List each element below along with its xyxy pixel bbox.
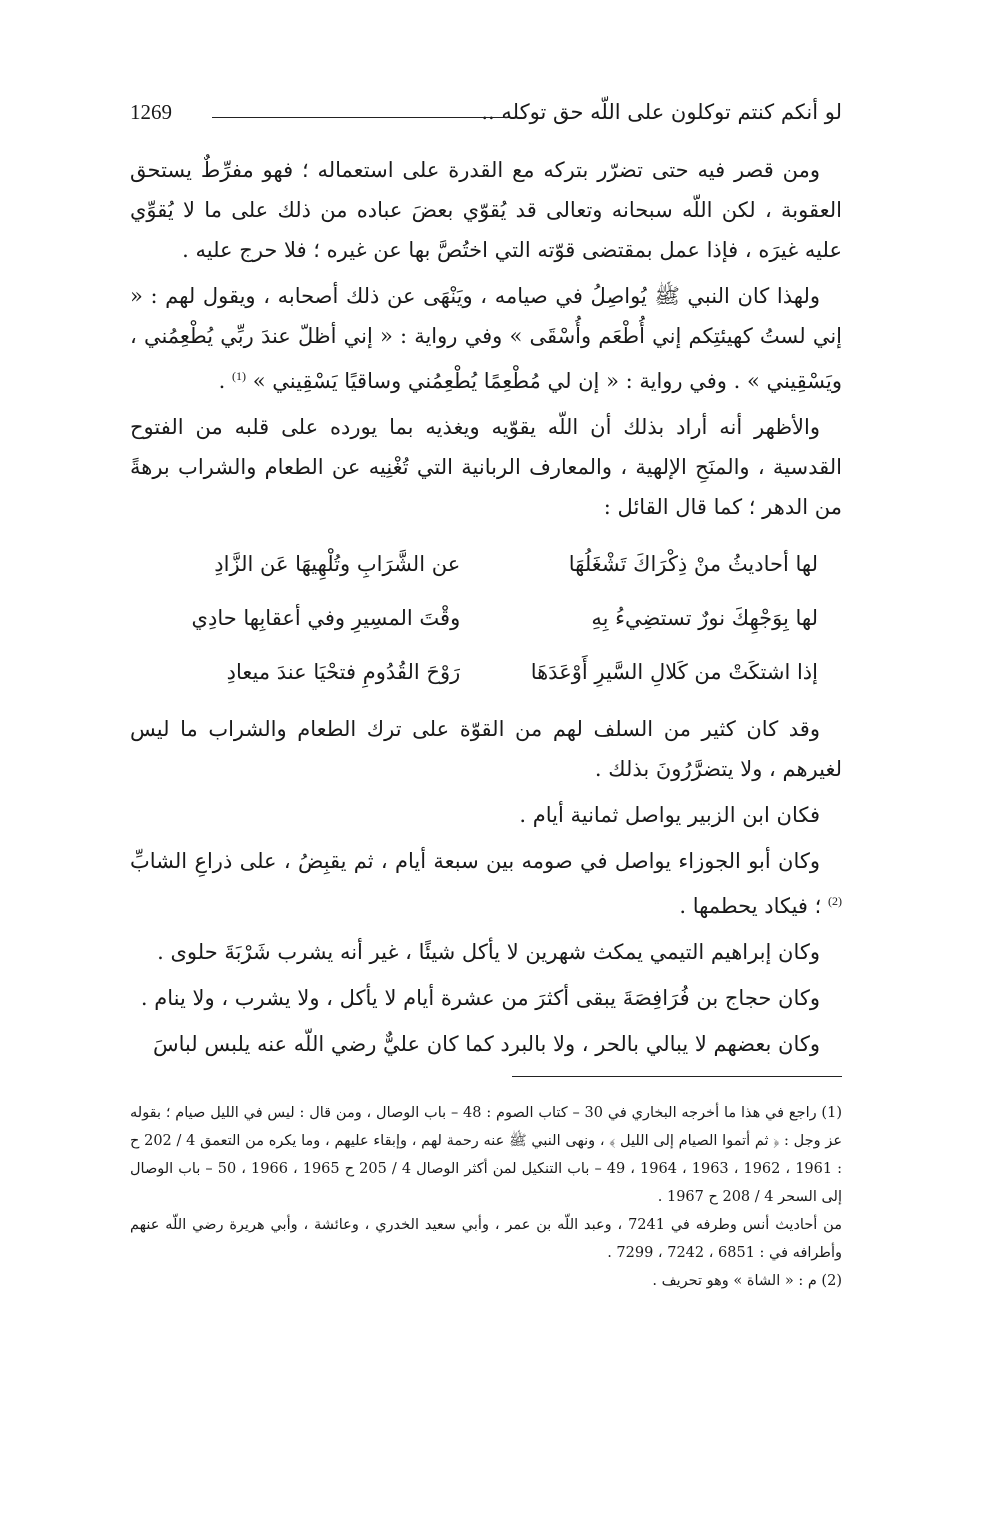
running-title: لو أنكم كنتم توكلون على اللّه حق توكله .. [481, 100, 842, 124]
paragraph: ومن قصر فيه حتى تضرّر بتركه مع القدرة على استعماله ؛ فهو مفرِّطٌ يستحق العقوبة ، لكن اللّه سبحانه وتعالى قد يُقوّي بعضَ عباده من ذلك على ما لا يُقوِّي عليه غيرَه ، فإذا عمل بمقتضى قوّته التي اختُصَّ بها عن غيره ؛ فلا حرج عليه . [130, 158, 842, 262]
poem-hemistich: عن الشَّرَابِ وتُلْهِيهَا عَن الزَّادِ [214, 552, 461, 576]
paragraph [130, 841, 842, 926]
footnote: (2) م : « الشاة » وهو تحريف . [652, 1273, 842, 1289]
poem-hemistich: رَوْحَ القُدُومِ فتحْيَا عندَ ميعادِ [226, 660, 461, 684]
poem-verse [130, 645, 818, 699]
paragraph: ولهذا كان النبي ﷺ يُواصِلُ في صيامه ، ويَنْهَى عن ذلك أصحابه ، ويقول لهم : « إني لستُ كهيئتِكم إني أُطْعَم وأُسْقَى » وفي رواية : « إني أظلّ عندَ ربِّي يُطْعِمُني ، ويَسْقِيني » . وفي رواية : « إن لي مُطْعِمًا يُطْعِمُني وساقيًا يَسْقِيني » $^{(1)}$ . [130, 284, 842, 393]
paragraph: وكان إبراهيم التيمي يمكث شهرين لا يأكل شيئًا ، غير أنه يشرب شَرْبَةَ حلوى . [157, 940, 820, 964]
paragraph-text: وكان أبو الجوزاء يواصل في صومه بين سبعة أيام ، ثم يقبِضُ ، على ذراعِ الشابِّ [130, 849, 820, 873]
page-number: 1269 [130, 100, 172, 124]
paragraph-text: ؛ فيكاد يحطمها . [679, 894, 822, 918]
paragraph: وكان بعضهم لا يبالي بالحر ، ولا بالبرد كما كان عليٌّ رضي اللّه عنه يلبس لباسَ [152, 1032, 820, 1056]
footnote-rule [512, 1076, 842, 1077]
poem-hemistich: إذا اشتكَتْ من كَلالِ السَّيرِ أَوْعَدَهَا [530, 660, 818, 684]
page-header [130, 96, 842, 136]
footnote: (1) راجع في هذا ما أخرجه البخاري في 30 – كتاب الصوم : 48 – باب الوصال ، ومن قال : ليس في الليل صيام ؛ بقوله عز وجل : ﴿ ثم أتموا الصيام إلى الليل ﴾ ، ونهى النبي ﷺ عنه رحمة لهم ، وإبقاء عليهم ، وما يكره من التعمق 4 / 202 ح : 1961 ، 1962 ، 1963 ، 1964 ، 49 – باب التنكيل لمن أكثر الوصال 4 / 205 ح 1965 ، 1966 ، 50 – باب الوصال إلى السحر 4 / 208 ح 1967 . [130, 1105, 843, 1205]
poem-hemistich: لها أحاديثُ منْ ذِكْرَاكَ تَشْغَلُهَا [568, 552, 818, 576]
footnote: من أحاديث أنس وطرفه في 7241 ، وعبد اللّه بن عمر ، وأبي سعيد الخدري ، وعائشة ، وأبي هريرة رضي اللّه عنهم وأطرافه في : 6851 ، 7242 ، 7299 . [130, 1217, 842, 1261]
poem-hemistich: وقْتَ المسِيرِ وفي أعقابِها حادِي [191, 606, 461, 630]
paragraph: وكان حجاج بن فُرَافِصَةَ يبقى أكثرَ من عشرة أيام لا يأكل ، ولا يشرب ، ولا ينام . [140, 986, 820, 1010]
paragraph: وقد كان كثير من السلف لهم من القوّة على ترك الطعام والشراب ما ليس لغيرهم ، ولا يتضرَّرُونَ بذلك . [130, 717, 842, 781]
book-page [130, 96, 842, 1295]
poem-verse [130, 591, 818, 645]
header-rule [212, 117, 522, 118]
poem-hemistich: لها بِوَجْهِكَ نورٌ تستضِيءُ بِهِ [591, 606, 818, 630]
footnote-ref[interactable]: (1) [232, 369, 247, 383]
paragraph: والأظهر أنه أراد بذلك أن اللّه يقوّيه ويغذيه بما يورده على قلبه من الفتوح القدسية ، والمنَحِ الإلهية ، والمعارف الربانية التي تُغْنِيه عن الطعام والشراب برهةً من الدهر ؛ كما قال القائل : [130, 415, 842, 519]
paragraph: فكان ابن الزبير يواصل ثمانية أيام . [519, 803, 820, 827]
footnotes [130, 1099, 842, 1295]
poem-verse [130, 537, 818, 591]
poem [130, 537, 842, 699]
body-text [130, 150, 842, 1064]
paragraph-text: ولهذا كان النبي ﷺ يُواصِلُ في صيامه ، ويَنْهَى عن ذلك أصحابه ، ويقول لهم : « إني لستُ كهيئتِكم إني أُطْعَم وأُسْقَى » وفي رواية : « إني أظلّ عندَ ربِّي يُطْعِمُني ، ويَسْقِيني » . وفي رواية : « إن لي مُطْعِمًا يُطْعِمُني وساقيًا يَسْقِيني » [130, 284, 842, 393]
footnote-ref[interactable]: (2) [828, 894, 842, 908]
